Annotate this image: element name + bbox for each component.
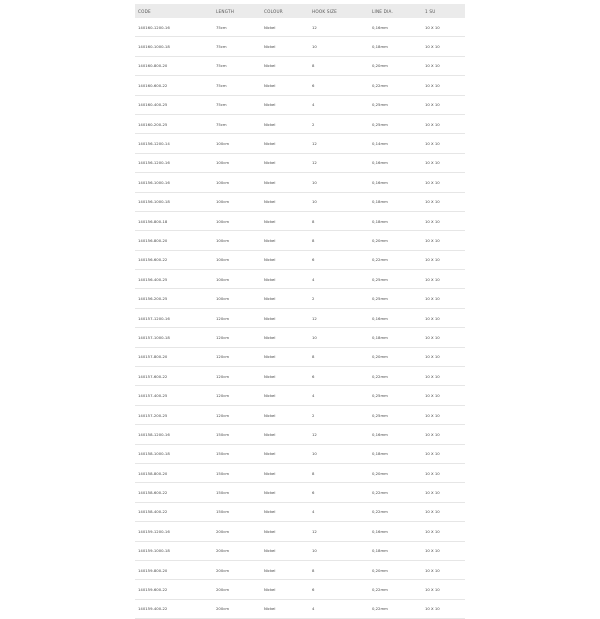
cell-colour: Nickel bbox=[261, 211, 309, 230]
cell-length: 150cm bbox=[213, 425, 261, 444]
cell-length: 120cm bbox=[213, 308, 261, 327]
cell-line-dia: 0,20mm bbox=[369, 463, 422, 482]
cell-hook-size: 10 bbox=[309, 541, 369, 560]
cell-code: 140159-1200-16 bbox=[135, 522, 213, 541]
cell-colour: Nickel bbox=[261, 444, 309, 463]
cell-line-dia: 0,22mm bbox=[369, 599, 422, 618]
cell-colour: Nickel bbox=[261, 270, 309, 289]
cell-length: 200cm bbox=[213, 580, 261, 599]
cell-colour: Nickel bbox=[261, 463, 309, 482]
cell-su: 10 X 10 bbox=[422, 250, 465, 269]
cell-su: 10 X 10 bbox=[422, 270, 465, 289]
cell-su: 10 X 10 bbox=[422, 289, 465, 308]
cell-su: 10 X 10 bbox=[422, 95, 465, 114]
cell-su: 10 X 10 bbox=[422, 580, 465, 599]
cell-colour: Nickel bbox=[261, 483, 309, 502]
product-table-container bbox=[135, 4, 465, 619]
cell-code: 140157-600-22 bbox=[135, 367, 213, 386]
cell-length: 75cm bbox=[213, 18, 261, 37]
cell-su: 10 X 10 bbox=[422, 425, 465, 444]
cell-su: 10 X 10 bbox=[422, 522, 465, 541]
cell-su: 10 X 10 bbox=[422, 37, 465, 56]
table-row bbox=[135, 134, 465, 153]
cell-line-dia: 0,18mm bbox=[369, 328, 422, 347]
cell-length: 120cm bbox=[213, 405, 261, 424]
table-row bbox=[135, 76, 465, 95]
cell-su: 10 X 10 bbox=[422, 211, 465, 230]
cell-colour: Nickel bbox=[261, 599, 309, 618]
cell-hook-size: 6 bbox=[309, 250, 369, 269]
cell-hook-size: 8 bbox=[309, 56, 369, 75]
cell-line-dia: 0,18mm bbox=[369, 37, 422, 56]
header-su: 1 SU bbox=[422, 4, 465, 18]
cell-length: 100cm bbox=[213, 192, 261, 211]
cell-length: 120cm bbox=[213, 328, 261, 347]
cell-length: 150cm bbox=[213, 483, 261, 502]
cell-code: 140160-400-25 bbox=[135, 95, 213, 114]
table-row bbox=[135, 541, 465, 560]
product-table bbox=[135, 4, 465, 619]
cell-hook-size: 6 bbox=[309, 580, 369, 599]
cell-colour: Nickel bbox=[261, 153, 309, 172]
table-row bbox=[135, 289, 465, 308]
cell-colour: Nickel bbox=[261, 18, 309, 37]
table-row bbox=[135, 580, 465, 599]
cell-line-dia: 0,25mm bbox=[369, 95, 422, 114]
cell-hook-size: 12 bbox=[309, 522, 369, 541]
cell-hook-size: 8 bbox=[309, 560, 369, 579]
table-row bbox=[135, 56, 465, 75]
cell-hook-size: 10 bbox=[309, 173, 369, 192]
table-row bbox=[135, 560, 465, 579]
cell-code: 140160-1200-16 bbox=[135, 18, 213, 37]
cell-su: 10 X 10 bbox=[422, 444, 465, 463]
cell-length: 75cm bbox=[213, 56, 261, 75]
cell-line-dia: 0,14mm bbox=[369, 134, 422, 153]
cell-line-dia: 0,25mm bbox=[369, 114, 422, 133]
cell-su: 10 X 10 bbox=[422, 367, 465, 386]
cell-code: 140160-1000-18 bbox=[135, 37, 213, 56]
cell-length: 120cm bbox=[213, 347, 261, 366]
header-colour: COLOUR bbox=[261, 4, 309, 18]
table-row bbox=[135, 173, 465, 192]
cell-length: 100cm bbox=[213, 173, 261, 192]
table-row bbox=[135, 250, 465, 269]
cell-length: 150cm bbox=[213, 463, 261, 482]
cell-hook-size: 6 bbox=[309, 76, 369, 95]
table-row bbox=[135, 425, 465, 444]
cell-length: 75cm bbox=[213, 114, 261, 133]
cell-hook-size: 10 bbox=[309, 192, 369, 211]
cell-line-dia: 0,16mm bbox=[369, 173, 422, 192]
cell-code: 140159-800-20 bbox=[135, 560, 213, 579]
cell-code: 140156-1000-16 bbox=[135, 173, 213, 192]
cell-code: 140160-800-20 bbox=[135, 56, 213, 75]
cell-code: 140157-1000-18 bbox=[135, 328, 213, 347]
cell-hook-size: 2 bbox=[309, 114, 369, 133]
cell-code: 140158-1200-16 bbox=[135, 425, 213, 444]
cell-su: 10 X 10 bbox=[422, 76, 465, 95]
cell-hook-size: 10 bbox=[309, 444, 369, 463]
cell-code: 140156-1000-18 bbox=[135, 192, 213, 211]
table-row bbox=[135, 95, 465, 114]
cell-code: 140156-800-20 bbox=[135, 231, 213, 250]
cell-su: 10 X 10 bbox=[422, 405, 465, 424]
cell-colour: Nickel bbox=[261, 347, 309, 366]
cell-colour: Nickel bbox=[261, 95, 309, 114]
cell-length: 75cm bbox=[213, 76, 261, 95]
cell-su: 10 X 10 bbox=[422, 56, 465, 75]
cell-su: 10 X 10 bbox=[422, 386, 465, 405]
table-row bbox=[135, 308, 465, 327]
cell-hook-size: 2 bbox=[309, 405, 369, 424]
table-row bbox=[135, 192, 465, 211]
table-row bbox=[135, 405, 465, 424]
cell-line-dia: 0,20mm bbox=[369, 560, 422, 579]
cell-colour: Nickel bbox=[261, 405, 309, 424]
cell-su: 10 X 10 bbox=[422, 560, 465, 579]
table-row bbox=[135, 347, 465, 366]
cell-colour: Nickel bbox=[261, 502, 309, 521]
cell-su: 10 X 10 bbox=[422, 347, 465, 366]
cell-line-dia: 0,16mm bbox=[369, 425, 422, 444]
cell-colour: Nickel bbox=[261, 134, 309, 153]
cell-length: 150cm bbox=[213, 444, 261, 463]
cell-hook-size: 12 bbox=[309, 425, 369, 444]
cell-length: 100cm bbox=[213, 231, 261, 250]
table-row bbox=[135, 386, 465, 405]
header-hook-size: HOOK SIZE bbox=[309, 4, 369, 18]
cell-colour: Nickel bbox=[261, 580, 309, 599]
cell-line-dia: 0,22mm bbox=[369, 502, 422, 521]
cell-code: 140157-1200-16 bbox=[135, 308, 213, 327]
table-row bbox=[135, 231, 465, 250]
cell-colour: Nickel bbox=[261, 76, 309, 95]
cell-code: 140156-600-22 bbox=[135, 250, 213, 269]
cell-hook-size: 10 bbox=[309, 37, 369, 56]
cell-colour: Nickel bbox=[261, 192, 309, 211]
cell-su: 10 X 10 bbox=[422, 114, 465, 133]
table-row bbox=[135, 502, 465, 521]
cell-code: 140156-1200-14 bbox=[135, 134, 213, 153]
cell-colour: Nickel bbox=[261, 367, 309, 386]
cell-colour: Nickel bbox=[261, 37, 309, 56]
table-row bbox=[135, 463, 465, 482]
cell-su: 10 X 10 bbox=[422, 153, 465, 172]
cell-code: 140156-800-18 bbox=[135, 211, 213, 230]
cell-su: 10 X 10 bbox=[422, 483, 465, 502]
cell-colour: Nickel bbox=[261, 328, 309, 347]
cell-line-dia: 0,25mm bbox=[369, 289, 422, 308]
cell-hook-size: 8 bbox=[309, 211, 369, 230]
cell-length: 100cm bbox=[213, 211, 261, 230]
cell-length: 75cm bbox=[213, 95, 261, 114]
cell-length: 100cm bbox=[213, 153, 261, 172]
cell-hook-size: 4 bbox=[309, 599, 369, 618]
header-length: LENGTH bbox=[213, 4, 261, 18]
cell-hook-size: 6 bbox=[309, 367, 369, 386]
cell-length: 200cm bbox=[213, 541, 261, 560]
cell-length: 100cm bbox=[213, 250, 261, 269]
table-body bbox=[135, 18, 465, 619]
table-header bbox=[135, 4, 465, 18]
cell-length: 200cm bbox=[213, 599, 261, 618]
header-code: CODE bbox=[135, 4, 213, 18]
table-row bbox=[135, 18, 465, 37]
cell-colour: Nickel bbox=[261, 250, 309, 269]
cell-line-dia: 0,16mm bbox=[369, 522, 422, 541]
table-row bbox=[135, 153, 465, 172]
cell-length: 100cm bbox=[213, 270, 261, 289]
cell-hook-size: 12 bbox=[309, 308, 369, 327]
cell-line-dia: 0,22mm bbox=[369, 483, 422, 502]
cell-hook-size: 10 bbox=[309, 328, 369, 347]
cell-line-dia: 0,22mm bbox=[369, 76, 422, 95]
cell-hook-size: 2 bbox=[309, 289, 369, 308]
header-line-dia: LINE DIA. bbox=[369, 4, 422, 18]
cell-code: 140157-800-20 bbox=[135, 347, 213, 366]
cell-code: 140158-800-20 bbox=[135, 463, 213, 482]
cell-length: 75cm bbox=[213, 37, 261, 56]
table-row bbox=[135, 522, 465, 541]
cell-code: 140159-400-22 bbox=[135, 599, 213, 618]
cell-line-dia: 0,16mm bbox=[369, 308, 422, 327]
cell-line-dia: 0,25mm bbox=[369, 270, 422, 289]
cell-line-dia: 0,18mm bbox=[369, 192, 422, 211]
cell-su: 10 X 10 bbox=[422, 173, 465, 192]
cell-line-dia: 0,20mm bbox=[369, 231, 422, 250]
cell-su: 10 X 10 bbox=[422, 134, 465, 153]
cell-colour: Nickel bbox=[261, 308, 309, 327]
cell-hook-size: 8 bbox=[309, 347, 369, 366]
cell-hook-size: 8 bbox=[309, 463, 369, 482]
cell-su: 10 X 10 bbox=[422, 541, 465, 560]
cell-length: 120cm bbox=[213, 386, 261, 405]
cell-length: 100cm bbox=[213, 289, 261, 308]
cell-colour: Nickel bbox=[261, 231, 309, 250]
cell-code: 140157-400-25 bbox=[135, 386, 213, 405]
cell-su: 10 X 10 bbox=[422, 502, 465, 521]
cell-line-dia: 0,18mm bbox=[369, 541, 422, 560]
cell-colour: Nickel bbox=[261, 425, 309, 444]
cell-hook-size: 12 bbox=[309, 18, 369, 37]
cell-hook-size: 8 bbox=[309, 231, 369, 250]
cell-colour: Nickel bbox=[261, 56, 309, 75]
cell-colour: Nickel bbox=[261, 289, 309, 308]
table-row bbox=[135, 483, 465, 502]
cell-hook-size: 6 bbox=[309, 483, 369, 502]
cell-code: 140159-600-22 bbox=[135, 580, 213, 599]
cell-code: 140158-400-22 bbox=[135, 502, 213, 521]
cell-su: 10 X 10 bbox=[422, 328, 465, 347]
cell-length: 200cm bbox=[213, 560, 261, 579]
cell-code: 140156-400-25 bbox=[135, 270, 213, 289]
header-row bbox=[135, 4, 465, 18]
cell-hook-size: 4 bbox=[309, 95, 369, 114]
table-row bbox=[135, 444, 465, 463]
cell-length: 100cm bbox=[213, 134, 261, 153]
cell-line-dia: 0,25mm bbox=[369, 405, 422, 424]
cell-su: 10 X 10 bbox=[422, 599, 465, 618]
table-row bbox=[135, 270, 465, 289]
cell-code: 140158-1000-18 bbox=[135, 444, 213, 463]
cell-su: 10 X 10 bbox=[422, 18, 465, 37]
cell-colour: Nickel bbox=[261, 522, 309, 541]
cell-line-dia: 0,18mm bbox=[369, 211, 422, 230]
cell-code: 140156-1200-16 bbox=[135, 153, 213, 172]
cell-line-dia: 0,25mm bbox=[369, 386, 422, 405]
cell-line-dia: 0,22mm bbox=[369, 250, 422, 269]
cell-line-dia: 0,16mm bbox=[369, 153, 422, 172]
cell-colour: Nickel bbox=[261, 560, 309, 579]
cell-line-dia: 0,22mm bbox=[369, 367, 422, 386]
table-row bbox=[135, 37, 465, 56]
cell-length: 200cm bbox=[213, 522, 261, 541]
cell-hook-size: 4 bbox=[309, 502, 369, 521]
cell-line-dia: 0,20mm bbox=[369, 56, 422, 75]
cell-colour: Nickel bbox=[261, 173, 309, 192]
cell-su: 10 X 10 bbox=[422, 192, 465, 211]
cell-code: 140156-200-25 bbox=[135, 289, 213, 308]
cell-line-dia: 0,18mm bbox=[369, 444, 422, 463]
table-row bbox=[135, 367, 465, 386]
cell-code: 140157-200-25 bbox=[135, 405, 213, 424]
cell-code: 140160-600-22 bbox=[135, 76, 213, 95]
cell-line-dia: 0,20mm bbox=[369, 347, 422, 366]
cell-hook-size: 4 bbox=[309, 386, 369, 405]
cell-su: 10 X 10 bbox=[422, 231, 465, 250]
table-row bbox=[135, 599, 465, 618]
cell-length: 120cm bbox=[213, 367, 261, 386]
cell-line-dia: 0,16mm bbox=[369, 18, 422, 37]
cell-hook-size: 4 bbox=[309, 270, 369, 289]
cell-colour: Nickel bbox=[261, 541, 309, 560]
cell-su: 10 X 10 bbox=[422, 463, 465, 482]
cell-code: 140159-1000-18 bbox=[135, 541, 213, 560]
table-row bbox=[135, 114, 465, 133]
cell-hook-size: 12 bbox=[309, 134, 369, 153]
cell-su: 10 X 10 bbox=[422, 308, 465, 327]
cell-line-dia: 0,22mm bbox=[369, 580, 422, 599]
cell-hook-size: 12 bbox=[309, 153, 369, 172]
cell-colour: Nickel bbox=[261, 386, 309, 405]
cell-code: 140158-600-22 bbox=[135, 483, 213, 502]
cell-colour: Nickel bbox=[261, 114, 309, 133]
table-row bbox=[135, 328, 465, 347]
cell-length: 150cm bbox=[213, 502, 261, 521]
cell-code: 140160-200-25 bbox=[135, 114, 213, 133]
table-row bbox=[135, 211, 465, 230]
